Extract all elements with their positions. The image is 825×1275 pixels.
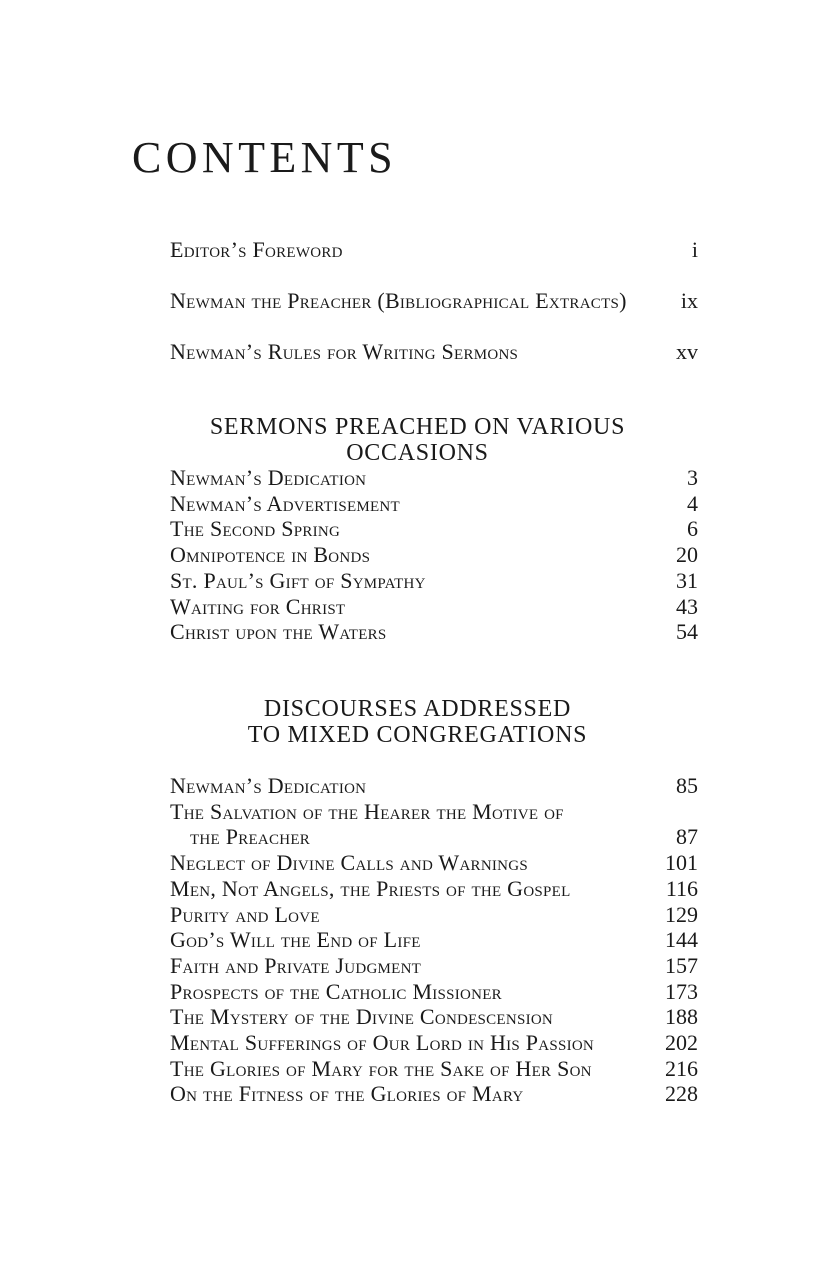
toc-entry [170,465,698,491]
toc-entry-page: 43 [676,593,698,619]
toc-entry-label: the Preacher [190,824,311,850]
toc-entry-page: 157 [665,952,698,978]
toc-entry-page: 85 [676,773,698,798]
section-heading-line: SERMONS PREACHED ON VARIOUS OCCASIONS [209,414,626,466]
toc-entry-label: Purity and Love [170,901,320,927]
toc-entry-page: 4 [687,490,698,516]
toc-entry-label: Waiting for Christ [170,593,346,619]
section-heading [137,696,698,748]
toc-entry-page: 54 [676,619,698,645]
toc-entry-label: Newman the Preacher (Bibliographical Extracts) [170,288,627,313]
toc-entry [170,953,698,979]
toc-entry [170,799,698,825]
toc-entry-page: 188 [665,1004,698,1030]
toc-entry [170,594,698,620]
toc-entry-page: 144 [665,927,698,953]
toc-entry [170,568,698,594]
toc-entry [170,516,698,542]
toc-entry-page: 20 [676,542,698,568]
toc-entry-label: Neglect of Divine Calls and Warnings [170,850,528,876]
section-entry-list [170,465,698,645]
toc-entry-page: 6 [687,516,698,542]
toc-entry-page: 101 [665,850,698,876]
toc-entry-page: ix [680,288,698,313]
toc-entry [170,902,698,928]
toc-entry-label: Newman’s Dedication [170,773,367,798]
toc-entry [170,339,698,365]
toc-entry-page: 216 [665,1055,698,1081]
toc-entry [170,773,698,799]
toc-entry-label: The Second Spring [170,516,341,542]
toc-entry-label: Newman’s Rules for Writing Sermons [170,339,519,364]
toc-entry [170,979,698,1005]
toc-entry [170,288,698,314]
toc-entry [170,542,698,568]
toc-entry-page: 87 [676,824,698,850]
toc-entry-page: 3 [687,465,698,490]
toc-entry [170,824,698,850]
toc-entry-label: Prospects of the Catholic Missioner [170,978,502,1004]
toc-entry-label: Men, Not Angels, the Priests of the Gospel [170,875,571,901]
toc-entry-page: 129 [665,901,698,927]
toc-entry-page: 228 [665,1081,698,1107]
toc-entry-page: 31 [676,567,698,593]
toc-entry-label: Omnipotence in Bonds [170,542,371,568]
toc-entry [170,876,698,902]
toc-entry-label: St. Paul’s Gift of Sympathy [170,567,426,593]
section-heading-line: TO MIXED CONGREGATIONS [247,722,588,748]
section-entry-list [170,773,698,1107]
toc-entry-page: xv [676,339,698,364]
toc-entry-label: Faith and Private Judgment [170,952,422,978]
toc-entry [170,1030,698,1056]
section-heading-line: DISCOURSES ADDRESSED [263,696,572,722]
toc-entry-label: Mental Sufferings of Our Lord in His Passion [170,1030,595,1056]
toc-entry-label: On the Fitness of the Glories of Mary [170,1081,524,1107]
toc-entry-label: The Glories of Mary for the Sake of Her Son [170,1055,592,1081]
toc-entry-label: Christ upon the Waters [170,619,387,645]
toc-entry-page: 202 [665,1030,698,1056]
toc-entry [170,927,698,953]
toc-entry-label: God’s Will the End of Life [170,927,421,953]
toc-entry [170,1004,698,1030]
toc-entry-label: Newman’s Dedication [170,465,367,490]
page-title: CONTENTS [132,133,397,182]
toc-entry [170,1056,698,1082]
toc-entry [170,619,698,645]
toc-entry-label: The Salvation of the Hearer the Motive of [170,798,564,824]
toc-entry [170,850,698,876]
front-matter-list [170,237,698,365]
section-heading [137,414,698,466]
toc-entry-page: 173 [665,978,698,1004]
toc-entry [170,237,698,263]
toc-entry-page: i [691,237,698,262]
toc-entry-page: 116 [665,875,698,901]
toc-entry-label: Editor’s Foreword [170,237,343,262]
toc-entry [170,1081,698,1107]
toc-entry-label: The Mystery of the Divine Condescension [170,1004,554,1030]
toc-entry [170,491,698,517]
toc-entry-label: Newman’s Advertisement [170,490,400,516]
